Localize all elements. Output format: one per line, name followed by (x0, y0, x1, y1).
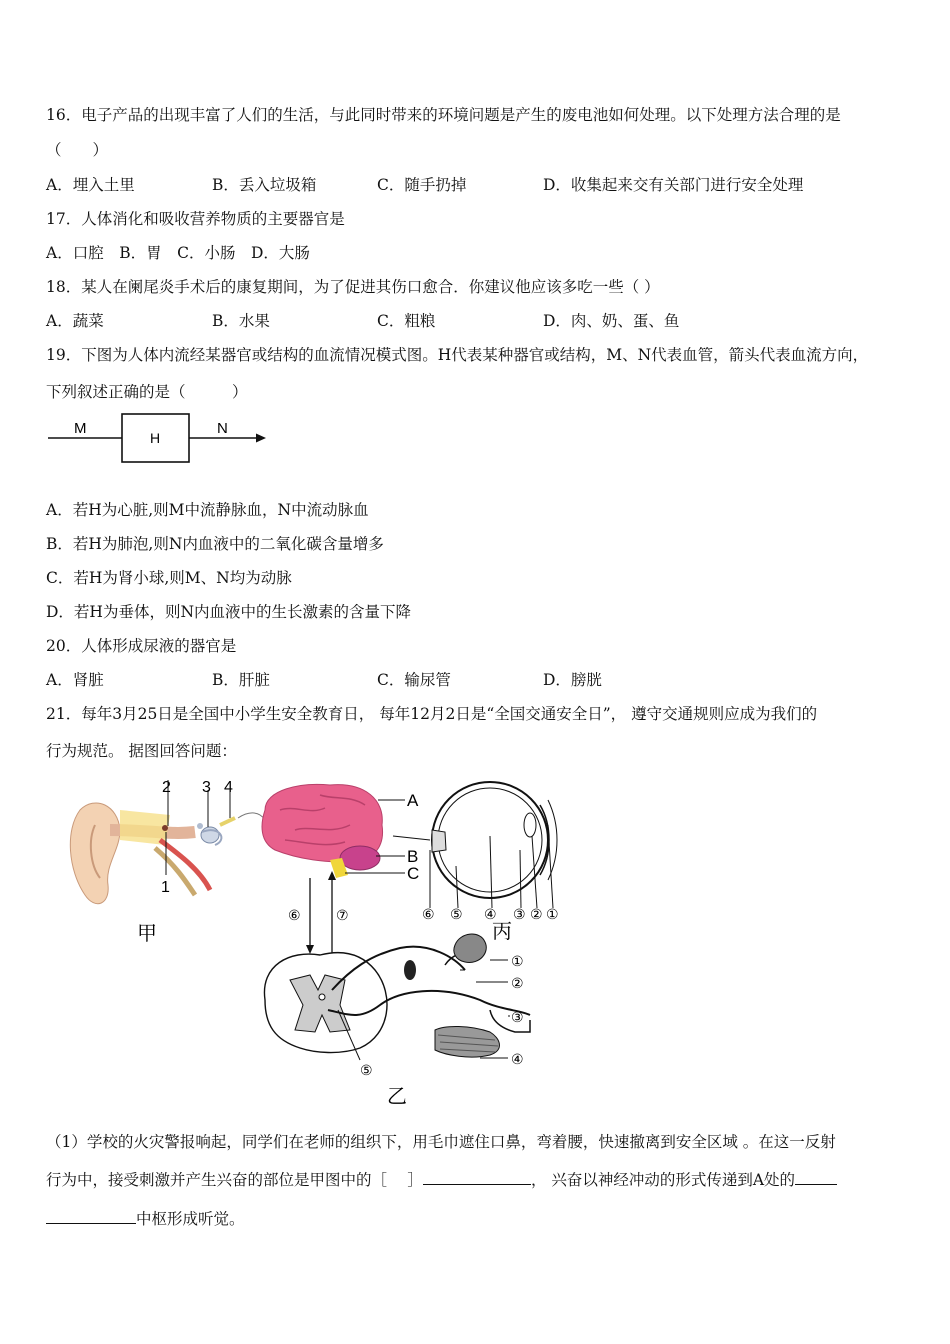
ear-label-3: 3 (202, 779, 211, 796)
q18-option-a: A．蔬菜 (46, 312, 104, 330)
spinal-label-2: ② (511, 975, 524, 991)
eye-caption: 丙 (492, 921, 512, 943)
organ-h-label: H (150, 430, 161, 446)
q21-stem-cont: 行为规范。 据图回答问题： (46, 742, 237, 760)
q18-stem: 18．某人在阑尾炎手术后的康复期间，为了促进其伤口愈合．你建议他应该多吃一些（ ） (46, 278, 660, 296)
vessel-m-label: M (74, 420, 87, 437)
q21-sub1-line2 (46, 1168, 837, 1190)
q20-option-a: A．肾脏 (46, 671, 104, 689)
spinal-label-4: ④ (511, 1051, 524, 1067)
answer-blank-2[interactable] (795, 1170, 837, 1185)
vessel-n-label: N (217, 420, 228, 437)
q20-option-d: D．膀胱 (543, 671, 602, 689)
eye-label-6: ⑥ (422, 906, 435, 922)
q21-sub1-text-c: 中枢形成听觉。 (136, 1210, 245, 1228)
q17-stem: 17．人体消化和吸收营养物质的主要器官是 (46, 210, 345, 228)
q21-sub1-text-b: ， 兴奋以神经冲动的形式传递到A处的 (530, 1171, 796, 1189)
q21-sub1-text-a: 行为中，接受刺激并产生兴奋的部位是甲图中的［ ］ (46, 1171, 423, 1189)
q19-stem-cont: 下列叙述正确的是（ ） (46, 383, 248, 401)
q18-option-d: D．肉、奶、蛋、鱼 (543, 312, 680, 330)
pathway-arrows (288, 871, 349, 954)
q16-option-a: A．埋入土里 (46, 176, 135, 194)
spinal-label-5: ⑤ (360, 1062, 373, 1078)
q16-stem-paren: （ ） (46, 141, 109, 159)
blood-flow-diagram (44, 410, 274, 468)
spinal-cord-illustration (264, 934, 530, 1108)
answer-blank-2-cont[interactable] (46, 1209, 136, 1224)
q21-stem: 21．每年3月25日是全国中小学生安全教育日， 每年12月2日是“全国交通安全日”， 遵守交通规则应成为我们的 (46, 705, 818, 723)
eye-label-2: ② (530, 906, 543, 922)
q21-sub1-line3 (46, 1207, 245, 1229)
brain-label-c: C (407, 864, 420, 883)
q19-option-a: A．若H为心脏,则M中流静脉血，N中流动脉血 (46, 501, 369, 519)
path-label-7: ⑦ (336, 907, 349, 923)
q19-option-d: D．若H为垂体，则N内血液中的生长激素的含量下降 (46, 603, 412, 621)
q19-option-b: B．若H为肺泡,则N内血液中的二氧化碳含量增多 (46, 535, 384, 553)
q20-stem: 20．人体形成尿液的器官是 (46, 637, 237, 655)
answer-blank-1[interactable] (423, 1170, 531, 1185)
q16-option-d: D．收集起来交有关部门进行安全处理 (543, 176, 804, 194)
brain-illustration (238, 784, 419, 883)
spinal-label-3: ③ (511, 1009, 524, 1025)
spinal-caption: 乙 (387, 1086, 407, 1108)
eye-label-3: ③ (513, 906, 526, 922)
q20-option-c: C．输尿管 (377, 671, 451, 689)
brain-label-a: A (407, 791, 419, 810)
q18-option-c: C．粗粮 (377, 312, 436, 330)
brain-label-b: B (407, 847, 419, 866)
q16-option-b: B．丢入垃圾箱 (212, 176, 317, 194)
ear-illustration (70, 779, 235, 945)
ear-label-1: 1 (161, 879, 170, 896)
path-label-6: ⑥ (288, 907, 301, 923)
q20-option-b: B．肝脏 (212, 671, 270, 689)
eye-label-1: ① (546, 906, 559, 922)
q21-sub1-line1: （1）学校的火灾警报响起，同学们在老师的组织下，用毛巾遮住口鼻，弯着腰，快速撤离到安全区域 。在这一反射 (46, 1133, 836, 1151)
eye-label-4: ④ (484, 906, 497, 922)
q16-option-c: C．随手扔掉 (377, 176, 467, 194)
ear-caption: 甲 (137, 923, 157, 945)
nervous-system-figure (60, 770, 580, 1110)
spinal-label-1: ① (511, 953, 524, 969)
q19-stem: 19．下图为人体内流经某器官或结构的血流情况模式图。H代表某种器官或结构，M、N代表血管，箭头代表血流方向， (46, 346, 869, 364)
q18-option-b: B．水果 (212, 312, 270, 330)
ear-label-4: 4 (224, 779, 233, 796)
q16-stem: 16．电子产品的出现丰富了人们的生活，与此同时带来的环境问题是产生的废电池如何处理。以下处理方法合理的是 (46, 106, 841, 124)
q17-options: A．口腔 B．胃 C．小肠 D．大肠 (46, 244, 310, 262)
ear-label-2: 2 (162, 779, 171, 796)
eye-label-5: ⑤ (450, 906, 463, 922)
q19-option-c: C．若H为肾小球,则M、N均为动脉 (46, 569, 292, 587)
